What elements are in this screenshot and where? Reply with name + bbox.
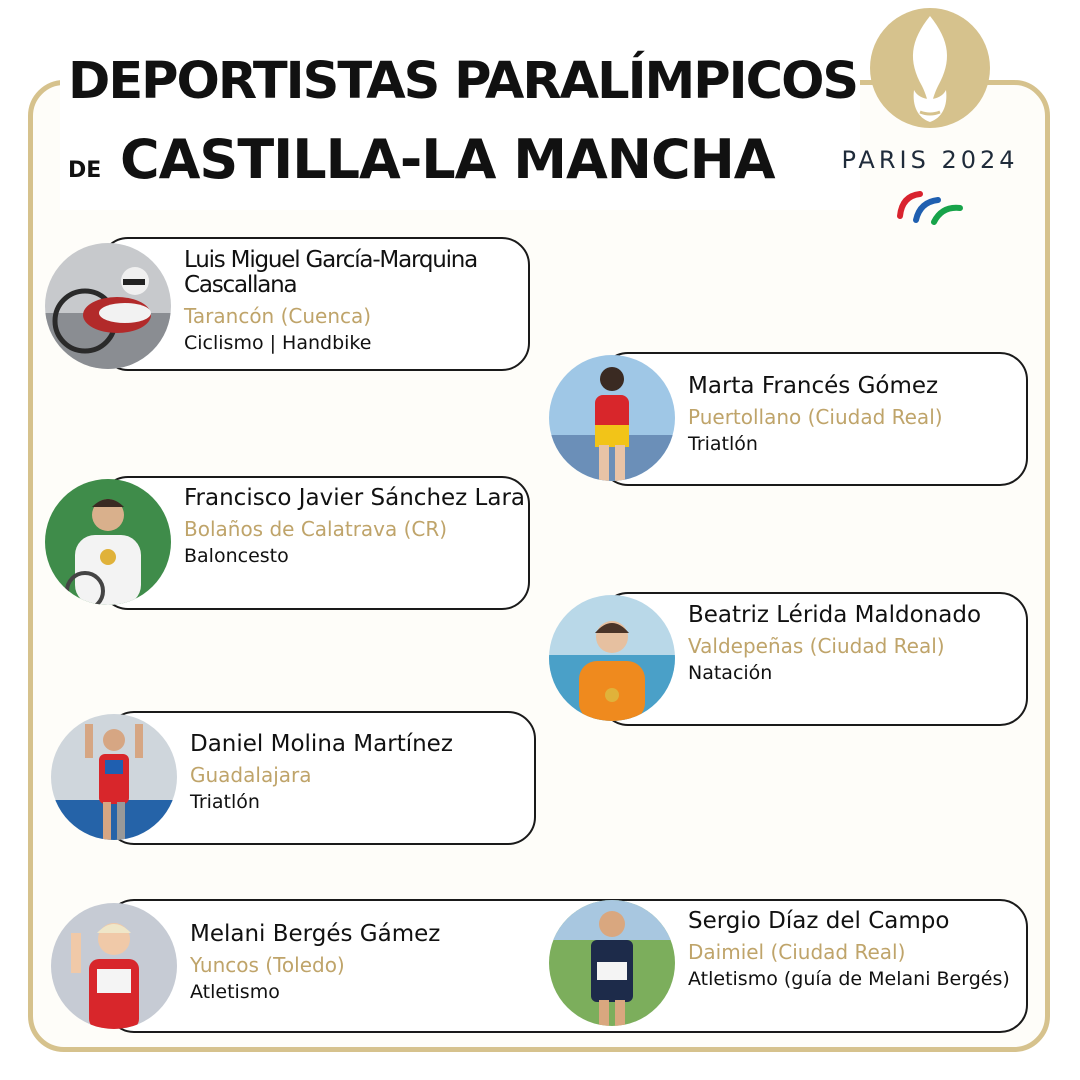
triathlon-athlete-photo [549, 355, 675, 481]
athlete-info [688, 374, 1018, 458]
athlete-photo [51, 714, 177, 840]
athlete-info [688, 603, 1018, 687]
athlete-info [190, 922, 510, 1006]
athlete-info [190, 732, 530, 816]
page-title-prefix: DE [68, 158, 102, 183]
athlete-photo [549, 595, 675, 721]
paris-2024-flame-icon [830, 6, 1030, 146]
athlete-name: Daniel Molina Martínez [190, 731, 453, 757]
athlete-origin: Daimiel (Ciudad Real) [688, 940, 906, 964]
athlete-origin: Tarancón (Cuenca) [184, 304, 372, 328]
athlete-origin: Bolaños de Calatrava (CR) [184, 517, 448, 541]
athlete-origin: Guadalajara [190, 763, 312, 787]
athlete-name: Luis Miguel García-Marquina Cascallana [184, 247, 478, 298]
athlete-name: Melani Bergés Gámez [190, 921, 441, 947]
page-title-line2: CASTILLA-LA MANCHA [120, 128, 775, 191]
athlete-name: Francisco Javier Sánchez Lara [184, 485, 526, 511]
athletics-athlete-photo [51, 903, 177, 1029]
athlete-name: Beatriz Lérida Maldonado [688, 602, 982, 628]
handbike-athlete-photo [45, 243, 171, 369]
athlete-info [184, 486, 529, 570]
athlete-sport: Atletismo [190, 981, 280, 1003]
athlete-sport: Baloncesto [184, 545, 289, 567]
athlete-photo [45, 479, 171, 605]
athlete-info [688, 909, 1023, 993]
athlete-photo [549, 900, 675, 1026]
athlete-sport: Ciclismo | Handbike [184, 332, 372, 354]
athlete-photo [45, 243, 171, 369]
athlete-origin: Puertollano (Ciudad Real) [688, 405, 943, 429]
agitos-icon [890, 186, 970, 230]
athlete-sport: Natación [688, 662, 773, 684]
athlete-info [184, 248, 529, 357]
page-title-line1: DEPORTISTAS PARALÍMPICOS [68, 52, 858, 111]
basketball-athlete-photo [45, 479, 171, 605]
paris-2024-wordmark: PARIS 2024 [841, 146, 1019, 174]
athlete-origin: Valdepeñas (Ciudad Real) [688, 634, 945, 658]
athlete-name: Marta Francés Gómez [688, 373, 939, 399]
athlete-sport: Atletismo (guía de Melani Bergés) [688, 968, 1010, 990]
athlete-sport: Triatlón [688, 433, 758, 455]
athlete-photo [51, 903, 177, 1029]
triathlon-athlete-photo [51, 714, 177, 840]
swimming-athlete-photo [549, 595, 675, 721]
athlete-name: Sergio Díaz del Campo [688, 908, 950, 934]
athlete-origin: Yuncos (Toledo) [190, 953, 345, 977]
athlete-sport: Triatlón [190, 791, 260, 813]
athlete-photo [549, 355, 675, 481]
athletics-guide-photo [549, 900, 675, 1026]
paris-2024-logo [830, 6, 1030, 238]
